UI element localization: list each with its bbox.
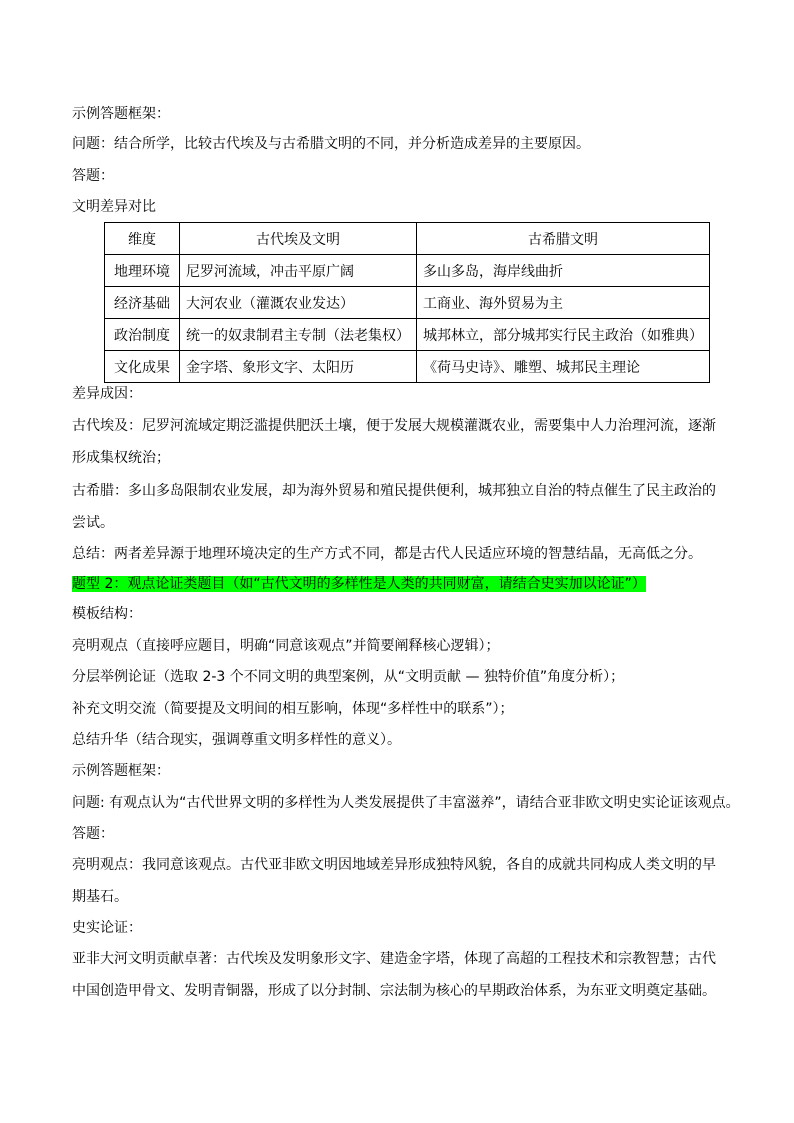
comparison-table [104, 222, 710, 383]
table-cell: 文化成果 [105, 351, 180, 383]
table-cell: 统一的奴隶制君主专制（法老集权） [180, 319, 417, 351]
answer-label: 答题： [72, 168, 114, 184]
table-cell: 《荷马史诗》、雕塑、城邦民主理论 [417, 351, 710, 383]
summary-text: 总结：两者差异源于地理环境决定的生产方式不同，都是古代人民适应环境的智慧结晶，无高低之分。 [72, 546, 702, 562]
table-cell: 大河农业（灌溉农业发达） [180, 287, 417, 319]
framework-label-2: 示例答题框架： [72, 763, 170, 779]
compare-title: 文明差异对比 [72, 199, 156, 215]
causes-label: 差异成因： [72, 386, 142, 402]
table-row [105, 351, 710, 383]
table-row [105, 255, 710, 287]
table-cell: 城邦林立，部分城邦实行民主政治（如雅典） [417, 319, 710, 351]
viewpoint-paragraph: 亮明观点：我同意该观点。古代亚非欧文明因地域差异形成独特风貌，各自的成就共同构成人类文明的早期基石。 [72, 857, 716, 905]
template-step: 总结升华（结合现实，强调尊重文明多样性的意义）。 [72, 732, 401, 748]
table-cell: 政治制度 [105, 319, 180, 351]
template-label: 模板结构： [72, 606, 142, 622]
template-step: 补充文明交流（简要提及文明间的相互影响，体现“多样性中的联系”）； [72, 701, 514, 717]
table-cell: 工商业、海外贸易为主 [417, 287, 710, 319]
framework-label: 示例答题框架： [72, 106, 170, 122]
table-cell: 多山多岛，海岸线曲折 [417, 255, 710, 287]
table-cell: 地理环境 [105, 255, 180, 287]
cause-egypt-paragraph: 古代埃及：尼罗河流域定期泛滥提供肥沃土壤，便于发展大规模灌溉农业，需要集中人力治理河流，逐渐形成集权统治； [72, 418, 716, 466]
section-heading [72, 574, 646, 594]
evidence-paragraph: 亚非大河文明贡献卓著：古代埃及发明象形文字、建造金字塔，体现了高超的工程技术和宗教智慧；古代中国创造甲骨文、发明青铜器，形成了以分封制、宗法制为核心的早期政治体系，为东亚文明奠定基础。 [72, 951, 716, 999]
table-cell: 金字塔、象形文字、太阳历 [180, 351, 417, 383]
table-cell: 尼罗河流域，冲击平原广阔 [180, 255, 417, 287]
evidence-label: 史实论证： [72, 920, 142, 936]
table-cell: 经济基础 [105, 287, 180, 319]
table-row [105, 319, 710, 351]
cause-greece-paragraph: 古希腊：多山多岛限制农业发展，却为海外贸易和殖民提供便利，城邦独立自治的特点催生了民主政治的尝试。 [72, 483, 716, 531]
answer-label-2: 答题： [72, 826, 114, 842]
question-text-2: 问题: 有观点认为“古代世界文明的多样性为人类发展提供了丰富滋养”，请结合亚非欧文明史实论证该观点。 [72, 795, 740, 811]
table-row [105, 287, 710, 319]
highlighted-heading: 题型 2：观点论证类题目（如“古代文明的多样性是人类的共同财富，请结合史实加以论证”） [72, 576, 646, 592]
table-header-cell: 古代埃及文明 [180, 223, 417, 255]
table-header-cell: 维度 [105, 223, 180, 255]
table-header-row [105, 223, 710, 255]
question-text: 问题：结合所学，比较古代埃及与古希腊文明的不同，并分析造成差异的主要原因。 [72, 136, 590, 152]
table-header-cell: 古希腊文明 [417, 223, 710, 255]
template-step: 分层举例论证（选取 2-3 个不同文明的典型案例，从“文明贡献 — 独特价值”角度分析）； [72, 669, 625, 685]
template-step: 亮明观点（直接呼应题目，明确“同意该观点”并简要阐释核心逻辑）； [72, 638, 500, 654]
